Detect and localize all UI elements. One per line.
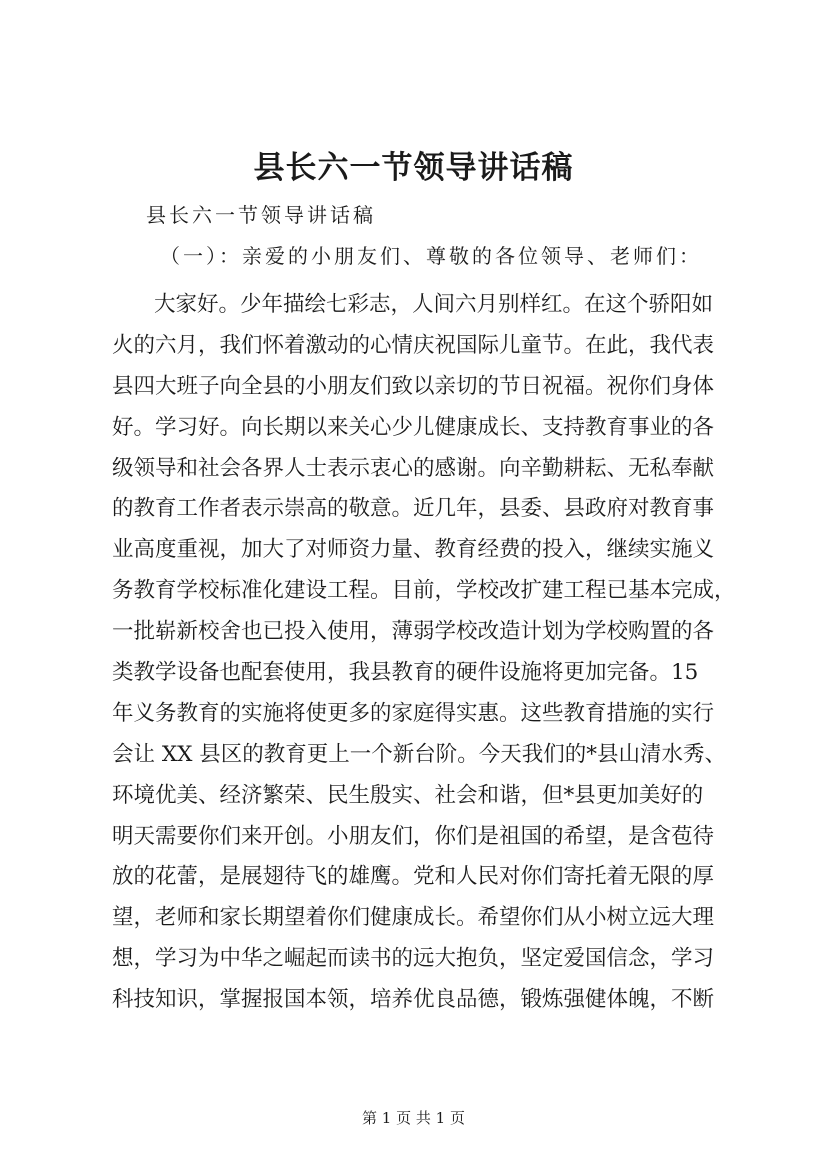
document-subtitle: 县长六一节领导讲话稿 — [146, 203, 376, 227]
body-line — [0, 898, 827, 939]
body-line-text: 望，老师和家长期望着你们健康成长。希望你们从小树立远大理 — [112, 905, 715, 931]
body-line-text: 年义务教育的实施将使更多的家庭得实惠。这些教育措施的实行 — [112, 700, 715, 726]
salutation-line: （一）：亲爱的小朋友们、尊敬的各位领导、老师们： — [160, 244, 702, 268]
body-line-text: 环境优美、经济繁荣、民生殷实、社会和谐，但*县更加美好的 — [112, 782, 704, 808]
body-line-text: 县四大班子向全县的小朋友们致以亲切的节日祝福。祝你们身体 — [112, 373, 715, 399]
body-line-text: 一批崭新校舍也已投入使用，薄弱学校改造计划为学校购置的各 — [112, 619, 715, 645]
body-line — [0, 285, 827, 326]
body-line — [0, 612, 827, 653]
body-line — [0, 939, 827, 980]
body-line-text: 务教育学校标准化建设工程。目前，学校改扩建工程已基本完成， — [112, 578, 736, 604]
body-line — [0, 326, 827, 367]
body-line-text: 业高度重视，加大了对师资力量、教育经费的投入，继续实施义 — [112, 537, 715, 563]
body-line-text: 级领导和社会各界人士表示衷心的感谢。向辛勤耕耘、无私奉献 — [112, 455, 715, 481]
body-line-text: 类教学设备也配套使用，我县教育的硬件设施将更加完备。15 — [112, 660, 699, 686]
body-line — [0, 530, 827, 571]
body-line-text: 大家好。少年描绘七彩志，人间六月别样红。在这个骄阳如 — [154, 292, 714, 317]
body-line — [0, 571, 827, 612]
body-text — [0, 285, 827, 1021]
body-line-text: 火的六月，我们怀着激动的心情庆祝国际儿童节。在此，我代表 — [112, 332, 715, 358]
body-line-text: 明天需要你们来开创。小朋友们，你们是祖国的希望，是含苞待 — [112, 823, 715, 849]
body-line — [0, 817, 827, 858]
body-line — [0, 408, 827, 449]
page-footer: 第 1 页 共 1 页 — [362, 1109, 465, 1127]
body-line — [0, 980, 827, 1021]
page-title: 县长六一节领导讲话稿 — [253, 150, 574, 186]
body-line-text: 的教育工作者表示崇高的敬意。近几年，县委、县政府对教育事 — [112, 496, 715, 522]
body-line — [0, 857, 827, 898]
body-line — [0, 735, 827, 776]
body-line-text: 好。学习好。向长期以来关心少儿健康成长、支持教育事业的各 — [112, 414, 715, 440]
body-line-text: 放的花蕾，是展翅待飞的雄鹰。党和人民对你们寄托着无限的厚 — [112, 864, 715, 890]
body-line — [0, 694, 827, 735]
body-line — [0, 489, 827, 530]
body-line — [0, 776, 827, 817]
body-line — [0, 449, 827, 490]
body-line-text: 科技知识，掌握报国本领，培养优良品德，锻炼强健体魄，不断 — [112, 987, 715, 1013]
body-line-text: 想，学习为中华之崛起而读书的远大抱负，坚定爱国信念，学习 — [112, 946, 715, 972]
body-line-text: 会让 XX 县区的教育更上一个新台阶。今天我们的*县山清水秀、 — [112, 741, 727, 767]
body-line — [0, 653, 827, 694]
body-line — [0, 367, 827, 408]
